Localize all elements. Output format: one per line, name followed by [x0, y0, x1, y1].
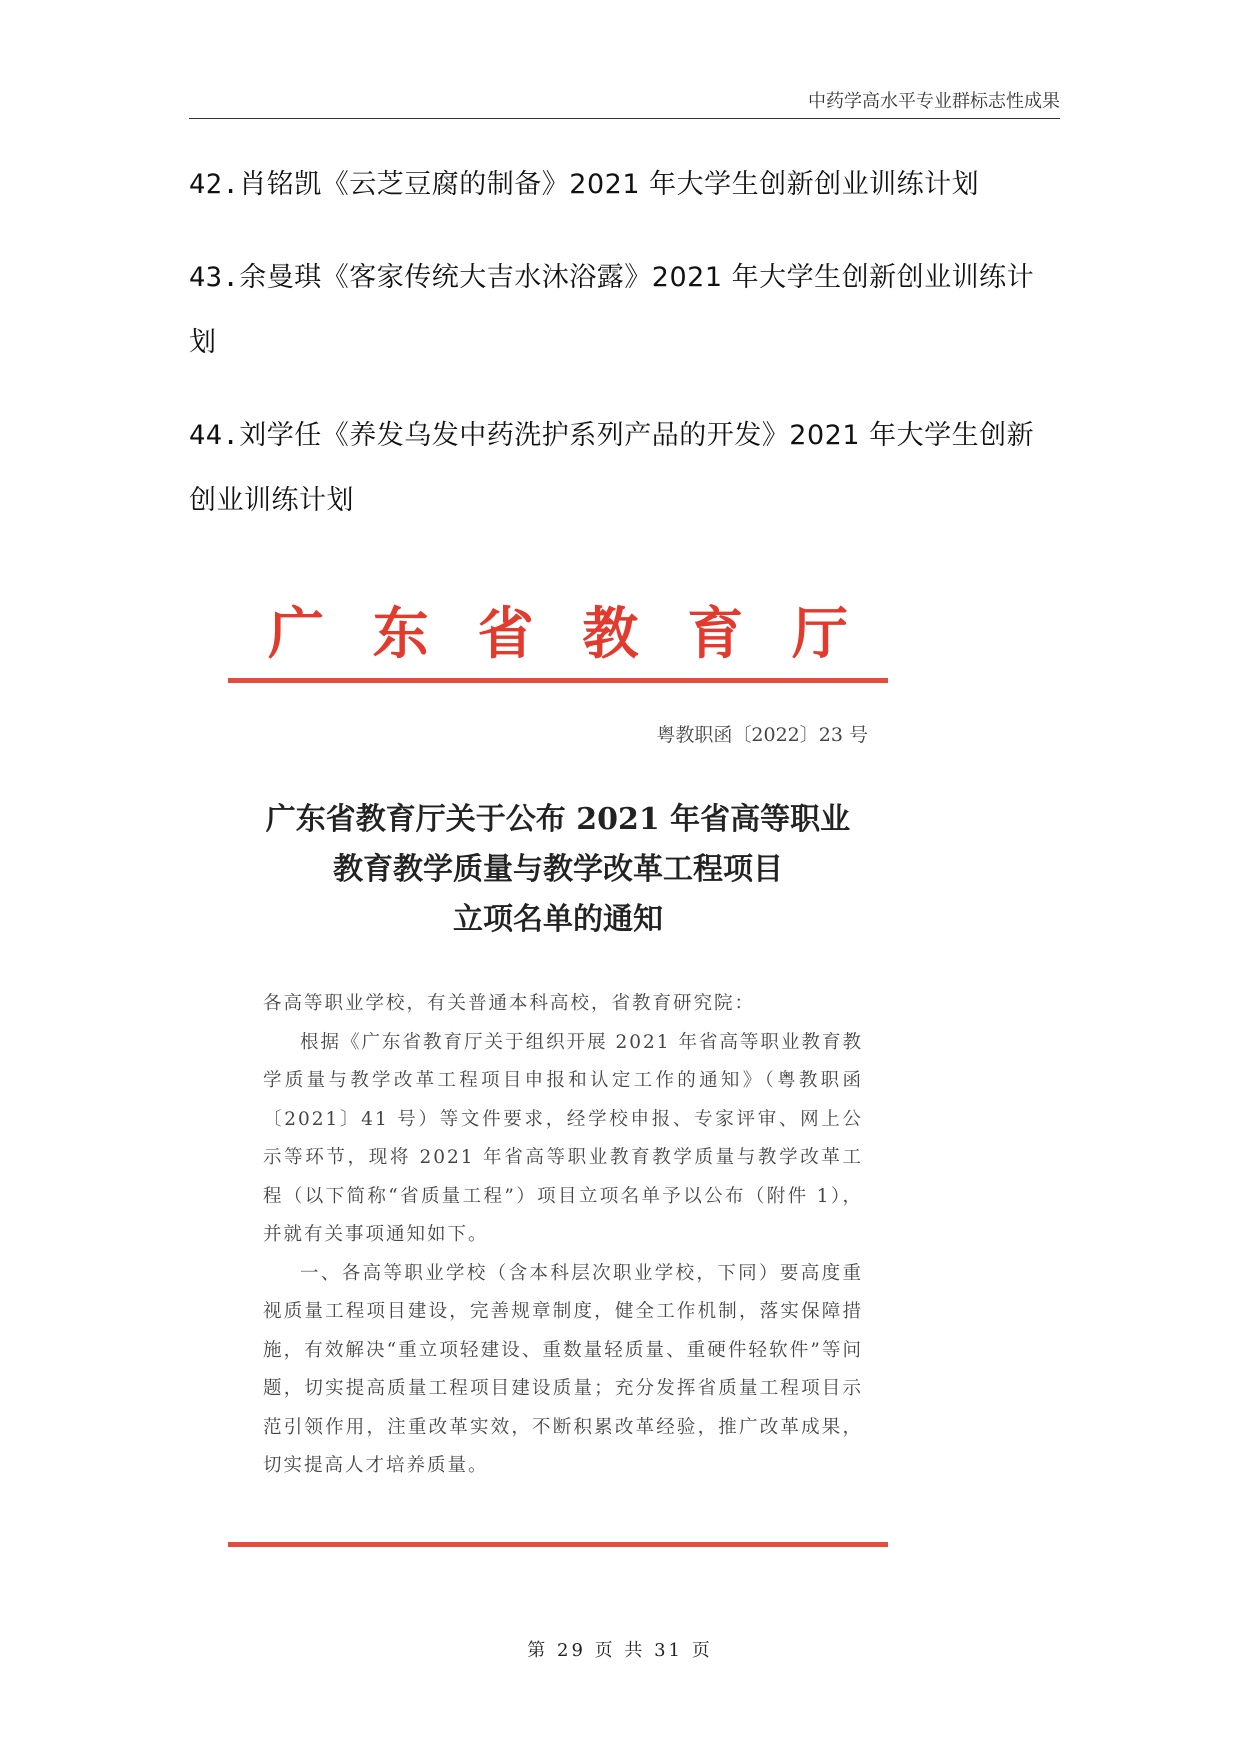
salutation: 各高等职业学校，有关普通本科高校，省教育研究院： [263, 993, 756, 1014]
masthead-char: 教 [582, 601, 639, 667]
body-paragraph: 一、各高等职业学校（含本科层次职业学校，下同）要高度重视质量工程项目建设，完善规章制度，健全工作机制，落实保障措施，有效解决“重立项轻建设、重数量轻质量、重硬件轻软件”等问题，切实提高质量工程项目建设质量；充分发挥省质量工程项目示范引领作用，注重改革实效，不断积累改革经验，推广改革成果，切实提高人才培养质量。 [263, 1262, 863, 1476]
masthead-char: 广 [268, 601, 324, 667]
item-number: 42. [189, 169, 240, 200]
item-text: 余曼琪《客家传统大吉水沐浴露》2021 年大学生创新创业训练计划 [189, 262, 1035, 358]
masthead-red-rule [228, 678, 888, 683]
agency-masthead [228, 590, 888, 670]
notice-title [228, 795, 888, 945]
masthead-char: 育 [687, 601, 744, 667]
list-item [189, 245, 1060, 375]
page-number: 第 29 页 共 31 页 [527, 1640, 713, 1661]
masthead-char: 厅 [791, 601, 848, 667]
notice-body [263, 985, 863, 1486]
list-item [189, 403, 1060, 533]
masthead-char: 省 [477, 601, 534, 667]
item-text: 肖铭凯《云芝豆腐的制备》2021 年大学生创新创业训练计划 [239, 169, 980, 200]
achievement-list [189, 152, 1060, 561]
bottom-red-rule [228, 1542, 888, 1547]
page-header [189, 88, 1060, 119]
list-item [189, 152, 1060, 217]
scanned-notice-image [228, 590, 888, 1560]
title-line: 广东省教育厅关于公布 2021 年省高等职业 [265, 802, 851, 837]
header-title: 中药学高水平专业群标志性成果 [808, 91, 1060, 112]
document-number: 粤教职函〔2022〕23 号 [656, 724, 868, 746]
item-number: 43. [189, 262, 240, 293]
masthead-char: 东 [372, 601, 429, 667]
title-line: 立项名单的通知 [453, 902, 663, 937]
page-footer [0, 1636, 1240, 1662]
item-number: 44. [189, 420, 240, 451]
title-line: 教育教学质量与教学改革工程项目 [333, 852, 783, 887]
body-paragraph: 根据《广东省教育厅关于组织开展 2021 年省高等职业教育教学质量与教学改革工程项目申报和认定工作的通知》（粤教职函〔2021〕41 号）等文件要求，经学校申报、专家评审、网上公示等环节，现将 2021 年省高等职业教育教学质量与教学改革工程（以下简称“省质量工程”）项目立项名单予以公布（附件 1），并就有关事项通知如下。 [263, 1031, 863, 1245]
item-text: 刘学任《养发乌发中药洗护系列产品的开发》2021 年大学生创新创业训练计划 [189, 420, 1035, 516]
